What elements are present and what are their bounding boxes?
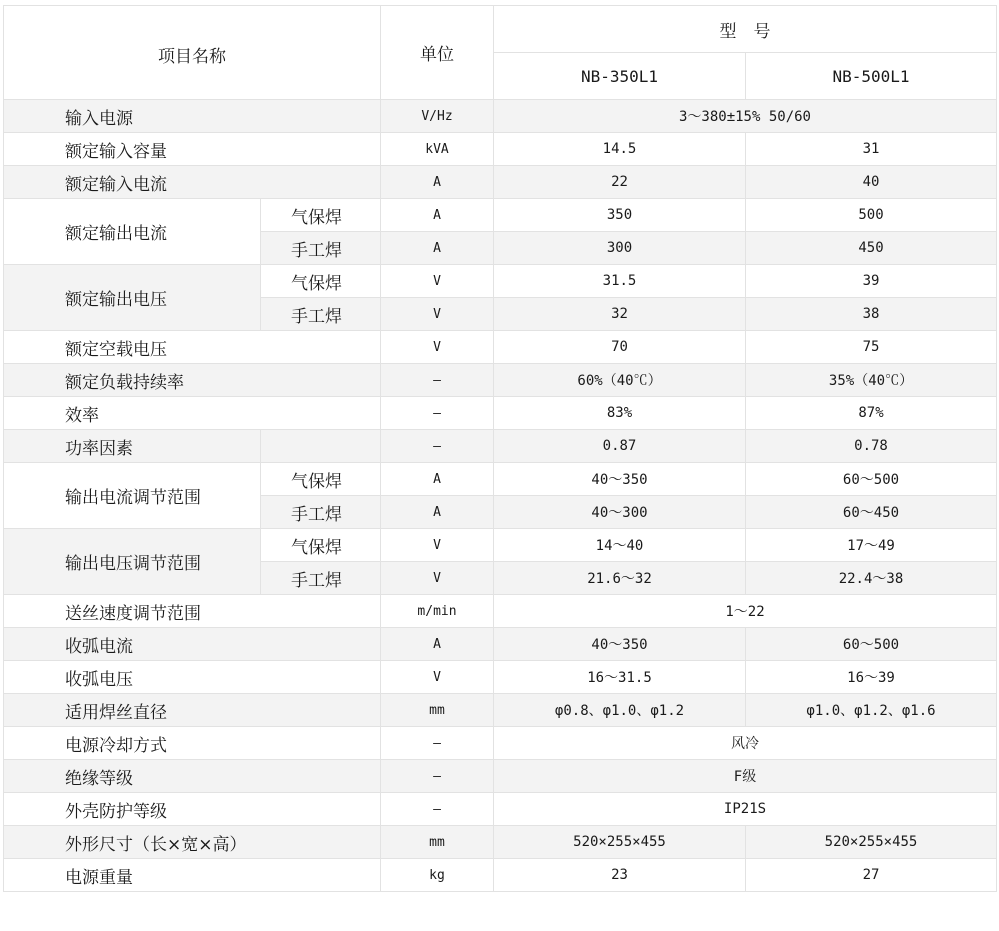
row-unit: – — [381, 430, 494, 463]
row-value: 1～22 — [494, 595, 997, 628]
row-sub-label: 气保焊 — [261, 199, 381, 232]
row-value-1: 350 — [494, 199, 746, 232]
table-row — [4, 529, 997, 562]
row-name: 输入电源 — [4, 100, 381, 133]
table-row — [4, 661, 997, 694]
row-unit: – — [381, 727, 494, 760]
row-sub-empty — [261, 430, 381, 463]
row-value-1: 0.87 — [494, 430, 746, 463]
header-item-name: 项目名称 — [4, 6, 381, 100]
row-name: 绝缘等级 — [4, 760, 381, 793]
row-value-2: 40 — [746, 166, 997, 199]
table-row — [4, 826, 997, 859]
row-name: 收弧电压 — [4, 661, 381, 694]
table-row — [4, 265, 997, 298]
row-name: 适用焊丝直径 — [4, 694, 381, 727]
row-value-1: 23 — [494, 859, 746, 892]
table-row — [4, 199, 997, 232]
row-unit: V — [381, 661, 494, 694]
row-name: 额定输出电流 — [4, 199, 261, 265]
row-sub-label: 手工焊 — [261, 562, 381, 595]
table-row — [4, 166, 997, 199]
row-value-2: 0.78 — [746, 430, 997, 463]
row-unit: A — [381, 628, 494, 661]
table-row — [4, 463, 997, 496]
row-unit: A — [381, 496, 494, 529]
row-name: 额定输出电压 — [4, 265, 261, 331]
row-name: 额定空载电压 — [4, 331, 381, 364]
row-unit: V — [381, 265, 494, 298]
row-value-1: 40～350 — [494, 628, 746, 661]
spec-table — [3, 5, 997, 892]
row-unit: A — [381, 232, 494, 265]
row-unit: – — [381, 364, 494, 397]
row-value-2: 60～500 — [746, 463, 997, 496]
table-header — [4, 6, 997, 100]
row-value-1: 21.6～32 — [494, 562, 746, 595]
row-value-1: 22 — [494, 166, 746, 199]
row-value-2: 500 — [746, 199, 997, 232]
row-value-2: 39 — [746, 265, 997, 298]
row-value-1: 60%（40℃） — [494, 364, 746, 397]
spec-table-container — [3, 5, 996, 892]
row-value-1: 40～300 — [494, 496, 746, 529]
table-row — [4, 595, 997, 628]
table-row — [4, 100, 997, 133]
row-value-2: 75 — [746, 331, 997, 364]
row-name: 效率 — [4, 397, 381, 430]
row-unit: A — [381, 199, 494, 232]
row-name: 电源重量 — [4, 859, 381, 892]
row-value-2: 17～49 — [746, 529, 997, 562]
table-row — [4, 793, 997, 826]
row-value-2: 60～500 — [746, 628, 997, 661]
row-value-2: 16～39 — [746, 661, 997, 694]
row-value-1: φ0.8、φ1.0、φ1.2 — [494, 694, 746, 727]
row-name: 外壳防护等级 — [4, 793, 381, 826]
table-row — [4, 694, 997, 727]
row-value-2: 31 — [746, 133, 997, 166]
row-name: 输出电压调节范围 — [4, 529, 261, 595]
row-name: 外形尺寸（长×宽×高） — [4, 826, 381, 859]
table-row — [4, 397, 997, 430]
row-unit: kVA — [381, 133, 494, 166]
table-row — [4, 430, 997, 463]
row-name: 送丝速度调节范围 — [4, 595, 381, 628]
table-row — [4, 628, 997, 661]
row-sub-label: 手工焊 — [261, 298, 381, 331]
row-unit: mm — [381, 826, 494, 859]
row-unit: A — [381, 166, 494, 199]
header-model-2: NB-500L1 — [746, 53, 997, 100]
row-name: 额定负载持续率 — [4, 364, 381, 397]
row-value-2: 450 — [746, 232, 997, 265]
row-name: 收弧电流 — [4, 628, 381, 661]
row-sub-label: 手工焊 — [261, 232, 381, 265]
row-name: 额定输入电流 — [4, 166, 381, 199]
row-value: F级 — [494, 760, 997, 793]
row-value-2: 87% — [746, 397, 997, 430]
table-row — [4, 727, 997, 760]
row-unit: m/min — [381, 595, 494, 628]
row-unit: – — [381, 397, 494, 430]
row-unit: mm — [381, 694, 494, 727]
row-sub-label: 气保焊 — [261, 265, 381, 298]
row-unit: V — [381, 298, 494, 331]
header-model: 型 号 — [494, 6, 997, 53]
row-value-2: 520×255×455 — [746, 826, 997, 859]
row-name: 输出电流调节范围 — [4, 463, 261, 529]
row-unit: – — [381, 760, 494, 793]
row-value-1: 32 — [494, 298, 746, 331]
table-row — [4, 760, 997, 793]
row-value-2: 22.4～38 — [746, 562, 997, 595]
row-unit: V — [381, 562, 494, 595]
row-unit: A — [381, 463, 494, 496]
table-row — [4, 133, 997, 166]
row-name: 额定输入容量 — [4, 133, 381, 166]
row-value-2: 35%（40℃） — [746, 364, 997, 397]
row-value-1: 31.5 — [494, 265, 746, 298]
row-unit: V/Hz — [381, 100, 494, 133]
row-unit: – — [381, 793, 494, 826]
row-value-2: φ1.0、φ1.2、φ1.6 — [746, 694, 997, 727]
header-model-1: NB-350L1 — [494, 53, 746, 100]
row-value-1: 16～31.5 — [494, 661, 746, 694]
row-sub-label: 气保焊 — [261, 463, 381, 496]
row-name: 功率因素 — [4, 430, 261, 463]
row-name: 电源冷却方式 — [4, 727, 381, 760]
row-value: IP21S — [494, 793, 997, 826]
table-row — [4, 364, 997, 397]
row-value: 3～380±15% 50/60 — [494, 100, 997, 133]
row-value-2: 38 — [746, 298, 997, 331]
row-value: 风冷 — [494, 727, 997, 760]
row-value-2: 60～450 — [746, 496, 997, 529]
row-sub-label: 气保焊 — [261, 529, 381, 562]
row-value-1: 300 — [494, 232, 746, 265]
row-value-1: 14.5 — [494, 133, 746, 166]
row-sub-label: 手工焊 — [261, 496, 381, 529]
row-value-2: 27 — [746, 859, 997, 892]
header-unit: 单位 — [381, 6, 494, 100]
table-row — [4, 331, 997, 364]
row-value-1: 14～40 — [494, 529, 746, 562]
row-value-1: 520×255×455 — [494, 826, 746, 859]
row-unit: kg — [381, 859, 494, 892]
row-unit: V — [381, 529, 494, 562]
row-unit: V — [381, 331, 494, 364]
row-value-1: 40～350 — [494, 463, 746, 496]
row-value-1: 83% — [494, 397, 746, 430]
table-row — [4, 859, 997, 892]
row-value-1: 70 — [494, 331, 746, 364]
